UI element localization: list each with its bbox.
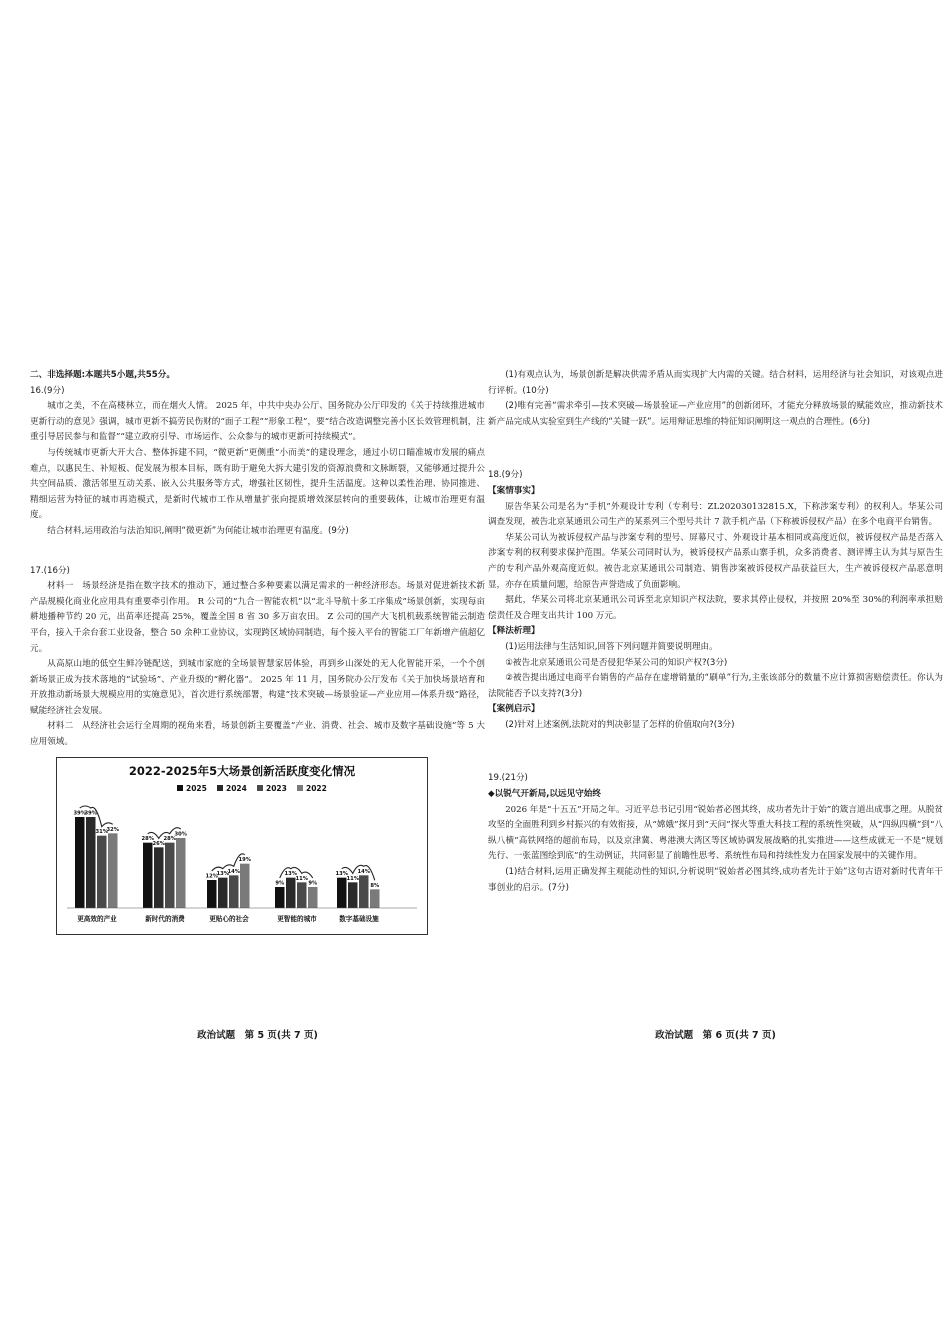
bar-value-label: 8% bbox=[370, 882, 380, 889]
legend-label-2025: 2025 bbox=[186, 783, 207, 793]
chart-legend bbox=[177, 784, 327, 793]
case-inspiration-label: 【案例启示】 bbox=[488, 704, 540, 715]
bar-value-label: 13% bbox=[216, 870, 229, 877]
bar-value-label: 28% bbox=[163, 835, 176, 842]
question-18-sub-2: (2)针对上述案例,法院对的判决彰显了怎样的价值取向?(3分) bbox=[505, 719, 735, 730]
bar-0-2023 bbox=[97, 835, 107, 907]
chart-title: 2022-2025年5大场景创新活跃度变化情况 bbox=[128, 763, 356, 778]
question-16-paragraph-1: 城市之美，不在高楼林立，而在烟火人情。 2025 年，中共中央办公厅、国务院办公厅印发的《关于持续推进城市更新行动的意见》强调，城市更新不搞劳民伤财的“面子工程”“形象工程”，要“结合改造调整完善小区长效管理机制，注重引导居民参与和监督”“建立政府引导、市场运作、公众参与的城市更新可持续模式”。 bbox=[30, 401, 485, 443]
left-page bbox=[30, 368, 485, 935]
bar-0-2025 bbox=[75, 817, 85, 908]
question-16-prompt: 结合材料,运用政治与法治知识,阐明“微更新”为何能让城市治理更有温度。(9分) bbox=[47, 525, 349, 536]
bar-1-2023 bbox=[165, 842, 175, 907]
question-19-paragraph-1: 2026 年是“十五五”开局之年。习近平总书记引用“锐始者必图其终，成功者先计于始”的箴言道出成事之理。从脱贫攻坚的全面胜利到乡村振兴的有效衔接，从“嫦娥”探月到“天问”探火等重大科技工程的系统性突破，从“四纵四横”到“八纵八横”高铁网络的超前布局，以及京津冀、粤港澳大湾区等区域协调发展战略的扎实推进——这些成就无一不是“规划先行、一张蓝图绘到底”的生动例证，共同彰显了前瞻性思考、系统性布局和持续性发力在国家发展中的关键作用。 bbox=[488, 804, 943, 862]
question-18-paragraph-2: 华某公司认为被诉侵权产品与涉案专利的型号、屏幕尺寸、外观设计基本相同或高度近似，被诉侵权产品是否落入涉案专利的权利要求保护范围。华某公司同时认为，被诉侵权产品系山寨手机，众多消费者、测评博主认为其与原告生产的专利产品外观高度近似。被告北京某通讯公司制造、销售涉案被诉侵权产品获益巨大，生产被诉侵权产品恶意明显，亦存在质量问题，给原告声誉造成了负面影响。 bbox=[488, 532, 943, 590]
legend-label-2022: 2022 bbox=[306, 783, 327, 793]
bar-4-2022 bbox=[370, 889, 380, 908]
bar-value-label: 31% bbox=[95, 828, 108, 835]
question-17-material-2: 材料二 从经济社会运行全周期的视角来看，场景创新主要覆盖“产业、消费、社会、城市及数字基础设施”等 5 大应用领域。 bbox=[30, 721, 485, 748]
question-17-material-1: 材料一 场景经济是指在数字技术的推动下，通过整合多种要素以满足需求的一种经济形态。场景对促进新技术新产品规模化商业化应用具有重要牵引作用。 R 公司的“九合一智能农机”以“北斗导航十多工序集成”场景创新，实现每亩耕地播种节约 20 元，出苗率还提高 25%，覆盖全国 8 省 30 多万亩农田。 Z 公司的国产大飞机机载系统智能云制造平台，接入千余台套工业设备，整合 50 余种工业协议，实现跨区域协同制造，每个接入平台的智能工厂年新增产值超亿元。 bbox=[30, 581, 485, 654]
bar-0-2022 bbox=[108, 833, 118, 908]
legend-swatch-2023 bbox=[257, 785, 263, 791]
question-17-sub-1: (1)有观点认为，场景创新是解决供需矛盾从而实现扩大内需的关键。结合材料，运用经济与社会知识，对该观点进行评析。(10分) bbox=[488, 370, 943, 396]
legend-swatch-2022 bbox=[297, 785, 303, 791]
legend-swatch-2025 bbox=[177, 785, 183, 791]
chart-bars bbox=[67, 810, 417, 908]
section-heading: 二、非选择题:本题共5小题,共55分。 bbox=[30, 370, 175, 380]
question-18-sub-1b: ②被告提出通过电商平台销售的产品存在虚增销量的“刷单”行为,主张该部分的数量不应计算损害赔偿责任。你认为法院能否予以支持?(3分) bbox=[488, 673, 943, 699]
bar-2-2022 bbox=[240, 863, 250, 907]
legend-label-2024: 2024 bbox=[226, 783, 247, 793]
question-18-sub-1a: ①被告北京某通讯公司是否侵犯华某公司的知识产权?(3分) bbox=[505, 657, 728, 668]
bar-value-label: 30% bbox=[174, 831, 187, 838]
bar-4-2024 bbox=[348, 882, 358, 908]
question-19-sub-1: (1)结合材料,运用正确发挥主观能动性的知识,分析说明“锐始者必图其终,成功者先计于始”这句古语对新时代青年干事创业的启示。(7分) bbox=[488, 867, 943, 893]
question-19-number: 19.(21分) bbox=[488, 773, 528, 784]
case-facts-label: 【案情事实】 bbox=[488, 485, 540, 496]
bar-1-2025 bbox=[143, 842, 153, 907]
bar-value-label: 14% bbox=[227, 868, 240, 875]
page-5-footer: 政治试题 第 5 页(共 7 页) bbox=[197, 1030, 318, 1041]
bar-value-label: 39% bbox=[84, 810, 97, 817]
bar-2-2025 bbox=[207, 880, 217, 908]
bar-value-label: 12% bbox=[205, 873, 218, 880]
bar-value-label: 28% bbox=[141, 835, 154, 842]
chart-svg bbox=[57, 758, 427, 934]
question-18-sub-1: (1)运用法律与生活知识,回答下列问题并简要说明理由。 bbox=[505, 641, 718, 652]
category-label: 更智能的城市 bbox=[277, 914, 317, 923]
law-analysis-label: 【释法析理】 bbox=[488, 626, 540, 637]
question-16-number: 16.(9分) bbox=[30, 385, 65, 396]
page-6-footer: 政治试题 第 6 页(共 7 页) bbox=[655, 1030, 776, 1041]
bar-value-label: 14% bbox=[357, 868, 370, 875]
bar-value-label: 9% bbox=[275, 880, 285, 887]
bar-value-label: 11% bbox=[295, 875, 308, 882]
question-17-material-1-paragraph-2: 从高原山地的低空生鲜冷链配送，到城市家庭的全场景智慧家居体验，再到乡山深处的无人化智能开采，一个个创新场景正成为技术落地的“试验场”、产业升级的“孵化器”。 2025 年 11 月，国务院办公厅发布《关于加快场景培育和开放推动新场景大规模应用的实施意见》，首次进行系统部署，构建“技术突破—场景验证—产业应用—体系升级”路径，赋能经济社会发展。 bbox=[30, 659, 485, 716]
bar-4-2023 bbox=[359, 875, 369, 908]
bar-value-label: 9% bbox=[308, 880, 318, 887]
question-19-subtitle: ◆以锐气开新局,以远见守始终 bbox=[488, 789, 601, 800]
question-18-paragraph-3: 据此，华某公司将北京某通讯公司诉至北京知识产权法院，要求其停止侵权，并按照 20%至 30%的利润率承担赔偿责任及合理支出共计 100 万元。 bbox=[488, 595, 943, 621]
bar-4-2025 bbox=[337, 877, 347, 907]
chart-category-labels bbox=[77, 914, 379, 923]
question-16-paragraph-2: 与传统城市更新大开大合、整体拆建不同，“微更新”更侧重“小而美”的建设理念，通过小切口瞄准城市发展的痛点难点，以惠民生、补短板、促发展为根本目标，既有助于避免大拆大建引发的资源浪费和文脉断裂，又能够通过提升公共空间品质、激活邻里互动关系、嵌入公共服务等方式，增强社区韧性，提升生活温度。这种以柔性治理、协同推进、精细运营为特征的城市再造模式，是新时代城市工作从增量扩张向提质增效深层转向的重要载体，让城市治理更有温度。 bbox=[30, 447, 485, 521]
question-18-paragraph-1: 原告华某公司是名为“手机”外观设计专利（专利号：ZL202030132815.X，下称涉案专利）的权利人。华某公司调查发现，被告北京某通讯公司生产的某系列三个型号共计 7 款手机产品（下称被诉侵权产品）在多个电商平台销售。 bbox=[488, 501, 943, 528]
legend-label-2023: 2023 bbox=[266, 783, 287, 793]
bar-value-label: 26% bbox=[152, 840, 165, 847]
bar-2-2024 bbox=[218, 877, 228, 907]
bar-value-label: 13% bbox=[335, 870, 348, 877]
category-label: 新时代的消费 bbox=[145, 914, 185, 923]
bar-value-label: 19% bbox=[238, 856, 251, 863]
question-18-number: 18.(9分) bbox=[488, 470, 523, 481]
bar-value-label: 32% bbox=[106, 826, 119, 833]
bar-value-label: 11% bbox=[346, 875, 359, 882]
question-17-number: 17.(16分) bbox=[30, 565, 70, 576]
bar-chart bbox=[56, 757, 428, 935]
legend-swatch-2024 bbox=[217, 785, 223, 791]
category-label: 更高效的产业 bbox=[77, 914, 117, 923]
bar-3-2023 bbox=[297, 882, 307, 908]
bar-3-2025 bbox=[275, 887, 285, 908]
category-label: 数字基础设施 bbox=[339, 914, 379, 923]
bar-3-2024 bbox=[286, 877, 296, 907]
question-17-sub-2: (2)唯有完善“需求牵引—技术突破—场景验证—产业应用”的创新闭环，才能充分释放场景的赋能效应，推动新技术新产品完成从实验室到生产线的“关键一跃”。运用辩证思维的特征知识阐明这一观点的合理性。(6分) bbox=[488, 401, 943, 427]
bar-1-2024 bbox=[154, 847, 164, 908]
bar-1-2022 bbox=[176, 838, 186, 908]
right-page bbox=[488, 368, 943, 896]
category-label: 更贴心的社会 bbox=[209, 914, 249, 923]
bar-0-2024 bbox=[86, 817, 96, 908]
bar-2-2023 bbox=[229, 875, 239, 908]
bar-value-label: 13% bbox=[284, 870, 297, 877]
bar-3-2022 bbox=[308, 887, 318, 908]
bar-value-label: 39% bbox=[73, 810, 86, 817]
